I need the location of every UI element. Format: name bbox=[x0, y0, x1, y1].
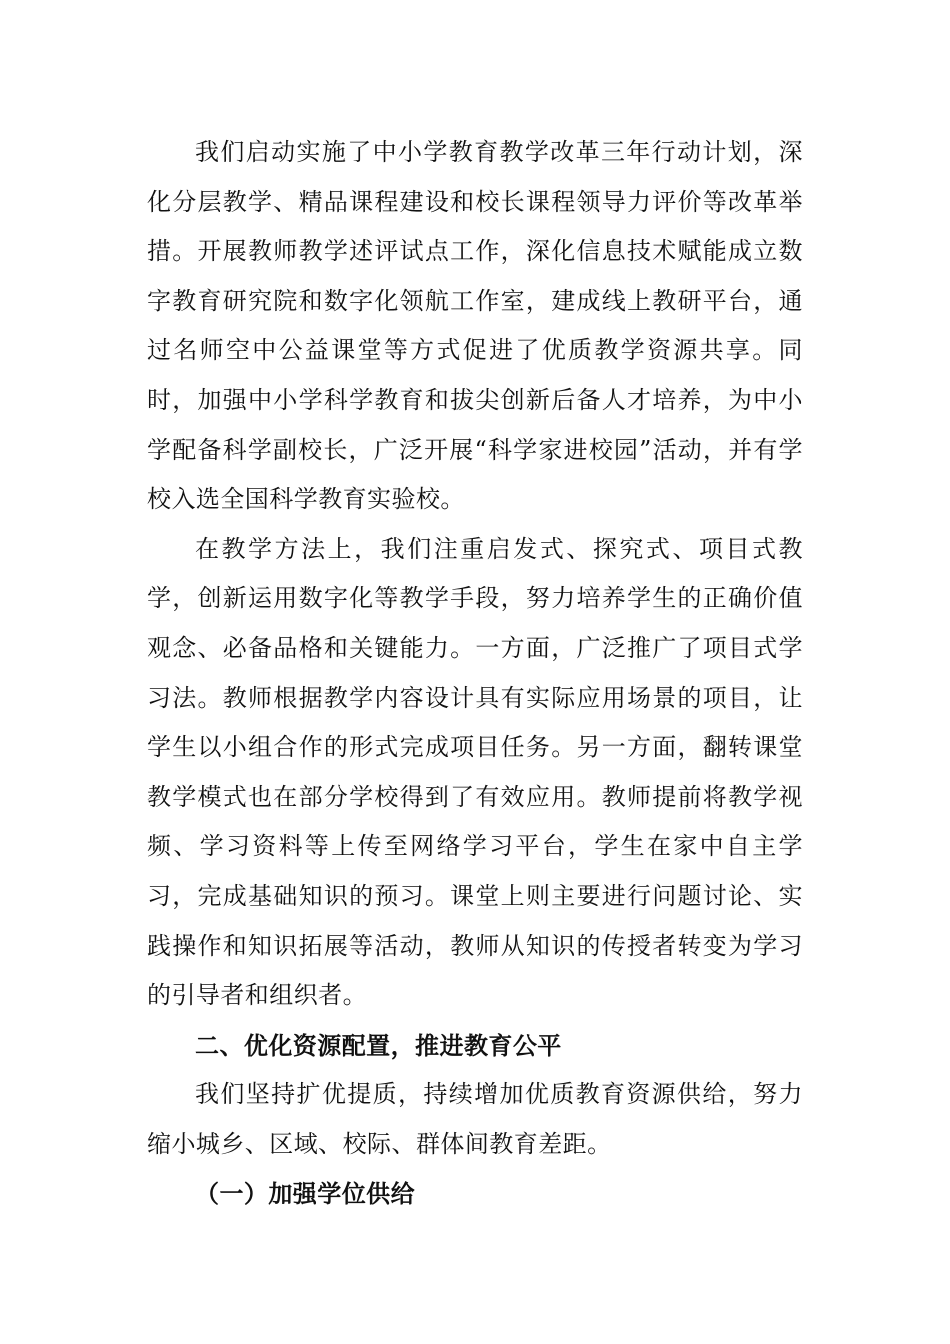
subsection-heading: （一）加强学位供给 bbox=[195, 1179, 416, 1209]
section-heading: 二、优化资源配置，推进教育公平 bbox=[195, 1030, 562, 1060]
body-paragraph-1: 我们启动实施了中小学教育教学改革三年行动计划，深化分层教学、精品课程建设和校长课程领导力评价等改革举措。开展教师教学述评试点工作，深化信息技术赋能成立数字教育研究院和数字化领航工作室，建成线上教研平台，通过名师空中公益课堂等方式促进了优质教学资源共享。同时，加强中小学科学教育和拔尖创新后备人才培养，为中小学配备科学副校长，广泛开展“科学家进校园”活动，并有学校入选全国科学教育实验校。 bbox=[147, 138, 803, 514]
section-paragraph: 我们坚持扩优提质，持续增加优质教育资源供给，努力缩小城乡、区域、校际、群体间教育差距。 bbox=[147, 1080, 803, 1158]
body-paragraph-2: 在教学方法上，我们注重启发式、探究式、项目式教学，创新运用数字化等教学手段，努力培养学生的正确价值观念、必备品格和关键能力。一方面，广泛推广了项目式学习法。教师根据教学内容设计具有实际应用场景的项目，让学生以小组合作的形式完成项目任务。另一方面，翻转课堂教学模式也在部分学校得到了有效应用。教师提前将教学视频、学习资料等上传至网络学习平台，学生在家中自主学习，完成基础知识的预习。课堂上则主要进行问题讨论、实践操作和知识拓展等活动，教师从知识的传授者转变为学习的引导者和组织者。 bbox=[147, 534, 803, 1010]
document-body bbox=[147, 128, 803, 1219]
